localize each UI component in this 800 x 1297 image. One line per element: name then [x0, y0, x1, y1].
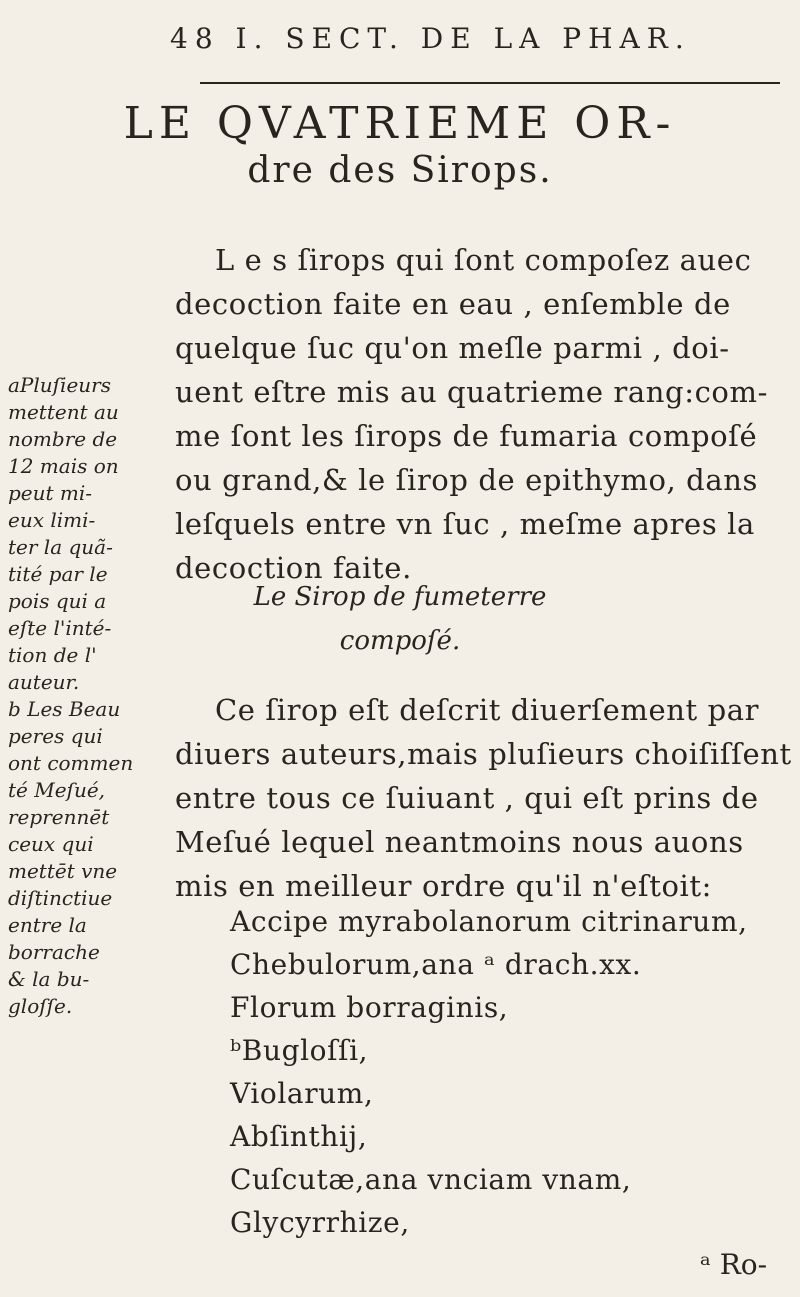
text-line: me ſont les ſirops de fumaria compoſé [175, 419, 758, 453]
text-line: leſquels entre vn ſuc , meſme apres la [175, 507, 755, 541]
recipe-line: Accipe myrabolanorum citrinarum, [230, 905, 748, 938]
recipe-line: Florum borraginis, [230, 991, 509, 1024]
margin-line: diſtinctiue [8, 886, 113, 910]
text-line: ou grand,& le ſirop de epithymo, dans [175, 463, 758, 497]
header-rule [200, 82, 780, 84]
margin-line: 12 mais on [8, 454, 119, 478]
margin-line: aPluſieurs [8, 373, 111, 397]
section-subtitle: dre des Sirops. [247, 150, 553, 191]
recipe-heading-line-1: Le Sirop de fumeterre [253, 582, 547, 612]
margin-line: borrache [8, 940, 100, 964]
margin-line: tion de l' [8, 643, 97, 667]
margin-line: entre la [8, 913, 87, 937]
recipe-heading-line-2: compoſé. [339, 626, 461, 656]
running-head: 48 I. SECT. DE LA PHAR. [170, 22, 691, 55]
margin-line: ont commen [8, 751, 134, 775]
recipe-line: Glycyrrhize, [230, 1206, 410, 1239]
text-line: entre tous ce ſuiuant , qui eſt prins de [175, 781, 759, 815]
text-line: decoction faite en eau , enſemble de [175, 287, 731, 321]
margin-line: peut mi- [8, 481, 93, 505]
margin-line: & la bu- [8, 967, 90, 991]
margin-line: peres qui [8, 724, 103, 748]
catchword: ᵃ Ro- [700, 1248, 768, 1281]
text-line: L e s ſirops qui ſont compoſez auec [215, 243, 752, 277]
recipe-list [230, 900, 790, 1244]
margin-line: eſte l'inté- [8, 616, 112, 640]
margin-line: té Meſué, [8, 778, 106, 802]
text-line: uent eſtre mis au quatrieme rang:com- [175, 375, 768, 409]
margin-line: reprennēt [8, 805, 110, 829]
margin-line: mettēt vne [8, 859, 118, 883]
marginal-notes [8, 372, 178, 1020]
text-line: Meſué lequel neantmoins nous auons [175, 825, 744, 859]
margin-line: auteur. [8, 670, 80, 694]
margin-line: tité par le [8, 562, 108, 586]
margin-line: ter la quã- [8, 535, 113, 559]
text-line: diuers auteurs,mais pluſieurs choiſiſſent [175, 737, 792, 771]
margin-line: pois qui a [8, 589, 107, 613]
recipe-line: ᵇBugloſſi, [230, 1034, 369, 1067]
margin-line: ceux qui [8, 832, 94, 856]
paragraph-2 [175, 688, 792, 908]
recipe-line: Violarum, [230, 1077, 374, 1110]
recipe-line: Cuſcutæ,ana vnciam vnam, [230, 1163, 632, 1196]
paragraph-1 [175, 238, 785, 590]
margin-line: nombre de [8, 427, 118, 451]
margin-line: eux limi- [8, 508, 96, 532]
section-title: LE QVATRIEME OR- [123, 98, 677, 149]
text-line: decoction faite. [175, 551, 412, 585]
margin-line: gloſſe. [8, 994, 73, 1018]
recipe-line: Abſinthij, [230, 1120, 368, 1153]
margin-line: b Les Beau [8, 697, 121, 721]
text-line: mis en meilleur ordre qu'il n'eſtoit: [175, 869, 713, 903]
recipe-line: Chebulorum,ana ᵃ drach.xx. [230, 948, 642, 981]
text-line: Ce ſirop eſt deſcrit diuerſement par [215, 693, 760, 727]
text-line: quelque ſuc qu'on meſle parmi , doi- [175, 331, 730, 365]
margin-line: mettent au [8, 400, 119, 424]
